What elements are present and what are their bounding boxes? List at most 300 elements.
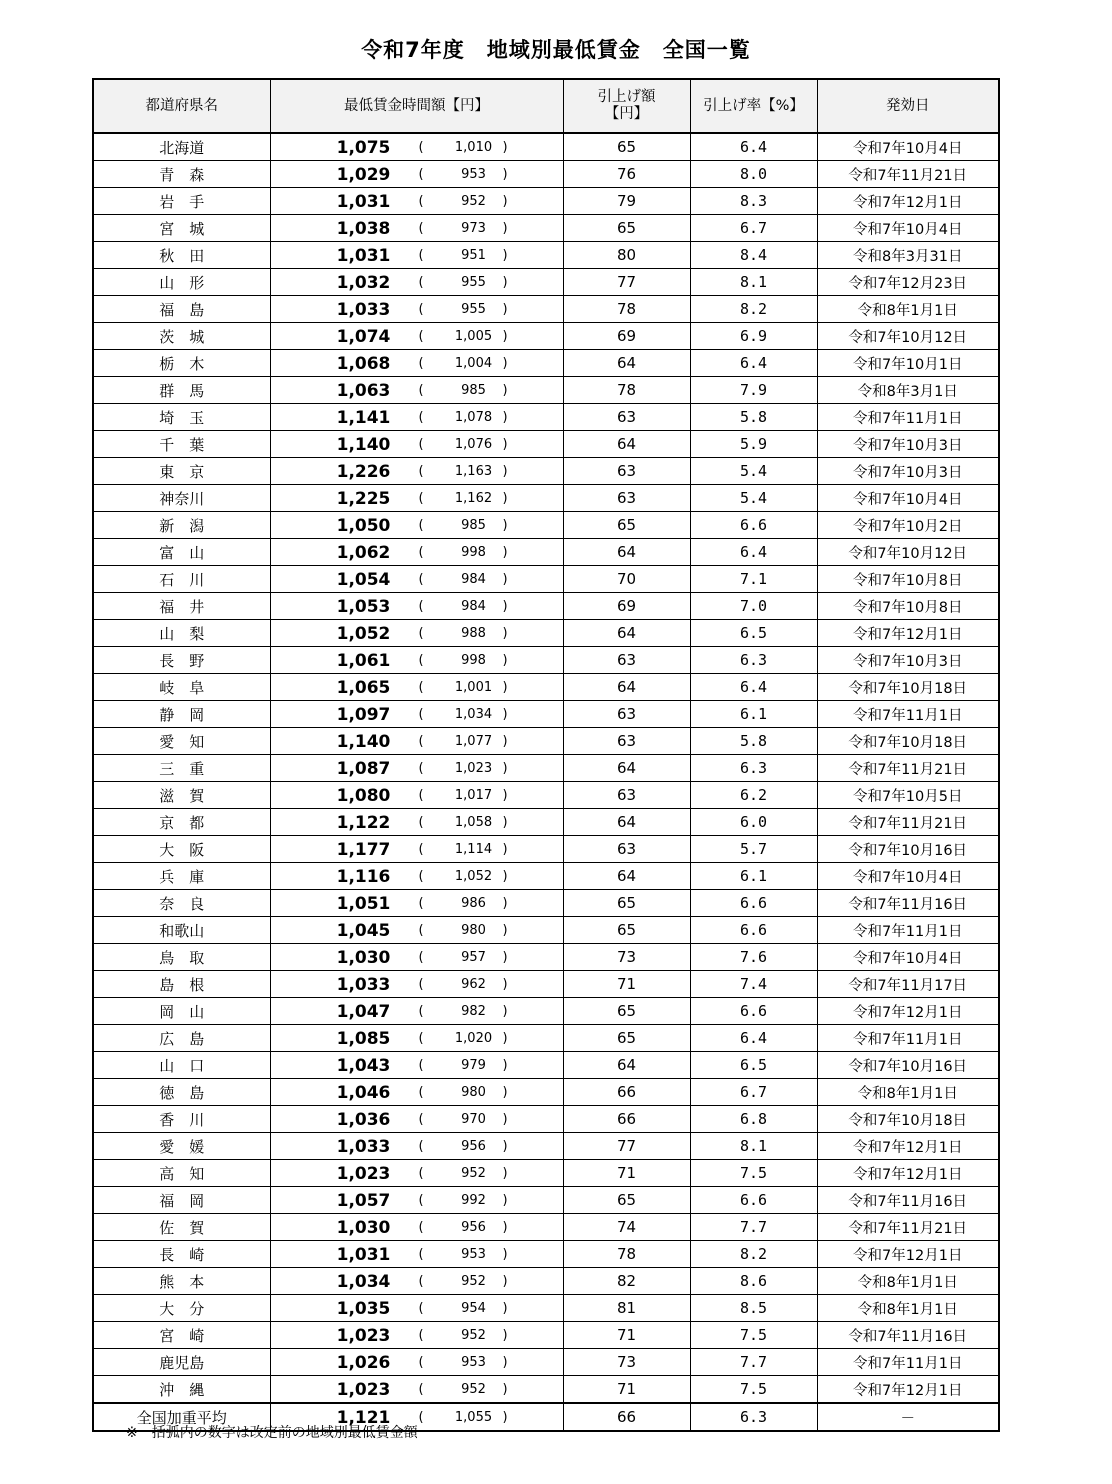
cell-effective-date: 令和8年1月1日 [817, 1268, 999, 1295]
cell-effective-date: 令和7年11月21日 [817, 755, 999, 782]
cell-wage [270, 674, 563, 701]
cell-increase-rate: 5.9 [690, 431, 817, 458]
paren-close: ) [502, 356, 508, 371]
cell-wage [270, 1295, 563, 1322]
previous-wage: 988 [461, 626, 486, 641]
table-row [93, 1214, 999, 1241]
cell-prefecture: 岡 山 [93, 998, 270, 1025]
cell-prefecture: 山 梨 [93, 620, 270, 647]
table-row [93, 917, 999, 944]
cell-increase-rate: 7.9 [690, 377, 817, 404]
previous-wage: 984 [461, 572, 486, 587]
paren-open: ( [418, 464, 424, 479]
current-wage: 1,046 [336, 1083, 391, 1103]
table-row [93, 1025, 999, 1052]
current-wage: 1,052 [336, 624, 391, 644]
current-wage: 1,140 [336, 435, 391, 455]
cell-wage [270, 728, 563, 755]
cell-prefecture: 長 野 [93, 647, 270, 674]
paren-close: ) [502, 977, 508, 992]
paren-open: ( [418, 896, 424, 911]
previous-wage: 980 [461, 923, 486, 938]
cell-wage [270, 566, 563, 593]
cell-wage [270, 512, 563, 539]
cell-prefecture: 三 重 [93, 755, 270, 782]
table-row [93, 944, 999, 971]
table-row [93, 1349, 999, 1376]
cell-increase-rate: 8.5 [690, 1295, 817, 1322]
previous-wage: 1,162 [454, 491, 493, 506]
current-wage: 1,036 [336, 1110, 391, 1130]
paren-close: ) [502, 788, 508, 803]
cell-effective-date: 令和7年10月4日 [817, 944, 999, 971]
cell-increase-rate: 7.1 [690, 566, 817, 593]
current-wage: 1,034 [336, 1272, 391, 1292]
previous-wage: 953 [461, 1247, 486, 1262]
cell-wage [270, 458, 563, 485]
current-wage: 1,032 [336, 273, 391, 293]
current-wage: 1,047 [336, 1002, 391, 1022]
table-row [93, 431, 999, 458]
cell-increase-rate: 8.3 [690, 188, 817, 215]
table-row [93, 215, 999, 242]
current-wage: 1,097 [336, 705, 391, 725]
cell-increase-amount: 81 [563, 1295, 690, 1322]
cell-increase-rate: 5.8 [690, 404, 817, 431]
cell-increase-rate: 5.4 [690, 485, 817, 512]
paren-open: ( [418, 329, 424, 344]
cell-increase-amount: 63 [563, 647, 690, 674]
cell-increase-amount: 64 [563, 863, 690, 890]
cell-prefecture: 愛 知 [93, 728, 270, 755]
paren-close: ) [502, 761, 508, 776]
previous-wage: 998 [461, 545, 486, 560]
current-wage: 1,038 [336, 219, 391, 239]
cell-prefecture: 広 島 [93, 1025, 270, 1052]
cell-prefecture: 島 根 [93, 971, 270, 998]
previous-wage: 955 [461, 302, 486, 317]
previous-wage: 973 [461, 221, 486, 236]
cell-wage [270, 782, 563, 809]
current-wage: 1,062 [336, 543, 391, 563]
table-row [93, 836, 999, 863]
cell-wage [270, 1322, 563, 1349]
cell-prefecture: 福 井 [93, 593, 270, 620]
cell-increase-rate: 6.6 [690, 1187, 817, 1214]
cell-increase-amount: 79 [563, 188, 690, 215]
cell-wage [270, 1214, 563, 1241]
previous-wage: 952 [461, 194, 486, 209]
paren-open: ( [418, 599, 424, 614]
current-wage: 1,141 [336, 408, 391, 428]
paren-close: ) [502, 437, 508, 452]
paren-close: ) [502, 167, 508, 182]
previous-wage: 1,020 [454, 1031, 493, 1046]
previous-wage: 1,005 [454, 329, 493, 344]
current-wage: 1,031 [336, 192, 391, 212]
current-wage: 1,033 [336, 300, 391, 320]
current-wage: 1,050 [336, 516, 391, 536]
paren-close: ) [502, 1355, 508, 1370]
paren-close: ) [502, 140, 508, 155]
cell-effective-date: 令和8年1月1日 [817, 1295, 999, 1322]
cell-prefecture: 佐 賀 [93, 1214, 270, 1241]
cell-increase-amount: 63 [563, 701, 690, 728]
cell-increase-amount: 74 [563, 1214, 690, 1241]
table-row [93, 323, 999, 350]
paren-close: ) [502, 707, 508, 722]
current-wage: 1,140 [336, 732, 391, 752]
cell-prefecture: 茨 城 [93, 323, 270, 350]
previous-wage: 1,058 [454, 815, 493, 830]
cell-increase-amount: 63 [563, 458, 690, 485]
header-prefecture: 都道府県名 [93, 79, 270, 133]
cell-increase-amount: 70 [563, 566, 690, 593]
paren-open: ( [418, 1220, 424, 1235]
paren-open: ( [418, 275, 424, 290]
paren-close: ) [502, 572, 508, 587]
cell-effective-date: 令和7年10月16日 [817, 1052, 999, 1079]
previous-wage: 952 [461, 1274, 486, 1289]
cell-wage [270, 701, 563, 728]
cell-prefecture: 長 崎 [93, 1241, 270, 1268]
paren-close: ) [502, 1031, 508, 1046]
table-row [93, 161, 999, 188]
cell-increase-rate: 8.0 [690, 161, 817, 188]
paren-close: ) [502, 275, 508, 290]
paren-open: ( [418, 410, 424, 425]
cell-increase-rate: 8.6 [690, 1268, 817, 1295]
paren-open: ( [418, 1355, 424, 1370]
cell-prefecture: 富 山 [93, 539, 270, 566]
cell-increase-amount: 69 [563, 593, 690, 620]
cell-increase-rate: 5.8 [690, 728, 817, 755]
footnote: ※ 括弧内の数字は改定前の地域別最低賃金額 [126, 1425, 418, 1441]
cell-wage [270, 593, 563, 620]
cell-wage [270, 755, 563, 782]
cell-increase-rate: 6.5 [690, 1052, 817, 1079]
cell-increase-amount: 63 [563, 836, 690, 863]
current-wage: 1,030 [336, 948, 391, 968]
cell-increase-rate: 6.6 [690, 917, 817, 944]
cell-effective-date: 令和7年12月1日 [817, 1241, 999, 1268]
table-row [93, 1079, 999, 1106]
paren-close: ) [502, 464, 508, 479]
cell-increase-rate: 7.7 [690, 1214, 817, 1241]
cell-prefecture: 神奈川 [93, 485, 270, 512]
table-row [93, 269, 999, 296]
cell-increase-rate: 6.4 [690, 350, 817, 377]
current-wage: 1,054 [336, 570, 391, 590]
paren-close: ) [502, 842, 508, 857]
paren-open: ( [418, 680, 424, 695]
cell-prefecture: 山 形 [93, 269, 270, 296]
paren-close: ) [502, 626, 508, 641]
table-row [93, 728, 999, 755]
paren-close: ) [502, 1301, 508, 1316]
paren-open: ( [418, 221, 424, 236]
cell-wage [270, 269, 563, 296]
cell-increase-amount: 64 [563, 674, 690, 701]
previous-wage: 1,114 [454, 842, 493, 857]
previous-wage: 1,001 [454, 680, 493, 695]
paren-open: ( [418, 491, 424, 506]
page-title: 令和7年度 地域別最低賃金 全国一覧 [361, 38, 751, 62]
cell-wage [270, 404, 563, 431]
paren-open: ( [418, 1085, 424, 1100]
current-wage: 1,030 [336, 1218, 391, 1238]
cell-wage [270, 133, 563, 161]
current-wage: 1,087 [336, 759, 391, 779]
paren-close: ) [502, 1410, 508, 1425]
cell-prefecture: 徳 島 [93, 1079, 270, 1106]
cell-increase-rate: 6.4 [690, 674, 817, 701]
previous-wage: 984 [461, 599, 486, 614]
cell-effective-date: 令和7年10月5日 [817, 782, 999, 809]
table-row [93, 1241, 999, 1268]
cell-effective-date: 令和7年11月21日 [817, 1214, 999, 1241]
previous-wage: 980 [461, 1085, 486, 1100]
cell-effective-date: 令和7年11月16日 [817, 1187, 999, 1214]
paren-open: ( [418, 653, 424, 668]
cell-increase-amount: 65 [563, 1187, 690, 1214]
table-row [93, 890, 999, 917]
table-row [93, 1295, 999, 1322]
previous-wage: 1,004 [454, 356, 493, 371]
header-effective-date: 発効日 [817, 79, 999, 133]
cell-increase-rate: 6.6 [690, 512, 817, 539]
cell-effective-date: 令和7年10月3日 [817, 458, 999, 485]
previous-wage: 985 [461, 383, 486, 398]
cell-wage [270, 1241, 563, 1268]
previous-wage: 952 [461, 1328, 486, 1343]
current-wage: 1,023 [336, 1380, 391, 1400]
previous-wage: 970 [461, 1112, 486, 1127]
cell-increase-rate: 6.6 [690, 998, 817, 1025]
cell-wage [270, 1268, 563, 1295]
table-row [93, 188, 999, 215]
cell-increase-amount: 78 [563, 1241, 690, 1268]
cell-increase-amount: 82 [563, 1268, 690, 1295]
table-row [93, 755, 999, 782]
paren-close: ) [502, 815, 508, 830]
cell-increase-rate: 6.1 [690, 863, 817, 890]
cell-increase-amount: 76 [563, 161, 690, 188]
table-row [93, 674, 999, 701]
cell-increase-amount: 65 [563, 890, 690, 917]
cell-wage [270, 350, 563, 377]
cell-increase-rate: 8.1 [690, 1133, 817, 1160]
paren-open: ( [418, 572, 424, 587]
current-wage: 1,226 [336, 462, 391, 482]
cell-wage [270, 215, 563, 242]
paren-close: ) [502, 1220, 508, 1235]
cell-wage [270, 944, 563, 971]
cell-increase-rate: 7.4 [690, 971, 817, 998]
paren-open: ( [418, 815, 424, 830]
cell-effective-date: 令和7年11月17日 [817, 971, 999, 998]
cell-increase-amount: 71 [563, 1376, 690, 1404]
cell-prefecture: 鹿児島 [93, 1349, 270, 1376]
previous-wage: 956 [461, 1220, 486, 1235]
cell-wage [270, 890, 563, 917]
paren-open: ( [418, 1139, 424, 1154]
previous-wage: 954 [461, 1301, 486, 1316]
paren-close: ) [502, 1112, 508, 1127]
cell-effective-date: 令和7年10月8日 [817, 593, 999, 620]
current-wage: 1,116 [336, 867, 391, 887]
cell-effective-date: 令和7年10月2日 [817, 512, 999, 539]
cell-increase-rate: 7.0 [690, 593, 817, 620]
header-wage: 最低賃金時間額【円】 [270, 79, 563, 133]
table-row [93, 863, 999, 890]
cell-increase-amount: 65 [563, 215, 690, 242]
paren-close: ) [502, 329, 508, 344]
current-wage: 1,122 [336, 813, 391, 833]
current-wage: 1,026 [336, 1353, 391, 1373]
cell-effective-date: 令和7年11月1日 [817, 917, 999, 944]
current-wage: 1,225 [336, 489, 391, 509]
paren-close: ) [502, 1166, 508, 1181]
paren-open: ( [418, 1193, 424, 1208]
cell-increase-amount: 78 [563, 296, 690, 323]
previous-wage: 985 [461, 518, 486, 533]
table-row [93, 1106, 999, 1133]
cell-increase-rate: 6.7 [690, 1079, 817, 1106]
previous-wage: 962 [461, 977, 486, 992]
table-row [93, 133, 999, 161]
cell-increase-rate: 8.2 [690, 296, 817, 323]
cell-effective-date: 令和8年3月31日 [817, 242, 999, 269]
minimum-wage-table [92, 78, 1000, 1432]
paren-open: ( [418, 734, 424, 749]
paren-open: ( [418, 140, 424, 155]
cell-effective-date: 令和7年11月1日 [817, 1025, 999, 1052]
paren-close: ) [502, 221, 508, 236]
cell-prefecture: 群 馬 [93, 377, 270, 404]
cell-effective-date: 令和8年1月1日 [817, 296, 999, 323]
cell-prefecture: 香 川 [93, 1106, 270, 1133]
cell-increase-amount: 71 [563, 971, 690, 998]
paren-open: ( [418, 923, 424, 938]
paren-close: ) [502, 1328, 508, 1343]
current-wage: 1,045 [336, 921, 391, 941]
current-wage: 1,061 [336, 651, 391, 671]
cell-prefecture: 岐 阜 [93, 674, 270, 701]
paren-open: ( [418, 437, 424, 452]
paren-open: ( [418, 194, 424, 209]
paren-open: ( [418, 626, 424, 641]
current-wage: 1,029 [336, 165, 391, 185]
paren-close: ) [502, 599, 508, 614]
cell-effective-date: 令和7年12月1日 [817, 188, 999, 215]
table-row [93, 377, 999, 404]
table-row [93, 512, 999, 539]
cell-increase-amount: 73 [563, 1349, 690, 1376]
cell-effective-date: 令和7年10月12日 [817, 323, 999, 350]
cell-wage [270, 917, 563, 944]
previous-wage: 951 [461, 248, 486, 263]
table-row [93, 809, 999, 836]
current-wage: 1,051 [336, 894, 391, 914]
cell-effective-date: 令和7年10月1日 [817, 350, 999, 377]
cell-increase-rate: 6.9 [690, 323, 817, 350]
paren-open: ( [418, 869, 424, 884]
paren-open: ( [418, 1004, 424, 1019]
table-body [93, 133, 999, 1431]
table-row [93, 1052, 999, 1079]
cell-increase-amount: 64 [563, 809, 690, 836]
cell-effective-date: 令和7年11月16日 [817, 1322, 999, 1349]
cell-effective-date: 令和7年10月12日 [817, 539, 999, 566]
cell-effective-date: 令和7年12月1日 [817, 1160, 999, 1187]
cell-wage [270, 161, 563, 188]
cell-effective-date: 令和7年10月8日 [817, 566, 999, 593]
previous-wage: 1,076 [454, 437, 493, 452]
cell-effective-date: 令和7年10月18日 [817, 1106, 999, 1133]
cell-wage [270, 1187, 563, 1214]
paren-close: ) [502, 680, 508, 695]
paren-open: ( [418, 1247, 424, 1262]
previous-wage: 1,055 [454, 1410, 493, 1425]
previous-wage: 952 [461, 1382, 486, 1397]
cell-increase-rate: 6.4 [690, 1025, 817, 1052]
cell-prefecture: 青 森 [93, 161, 270, 188]
cell-wage [270, 1160, 563, 1187]
cell-prefecture: 大 分 [93, 1295, 270, 1322]
cell-increase-rate: 6.3 [690, 647, 817, 674]
table-row [93, 539, 999, 566]
cell-effective-date: 令和7年10月4日 [817, 863, 999, 890]
cell-increase-amount: 64 [563, 539, 690, 566]
cell-increase-rate: 5.7 [690, 836, 817, 863]
cell-effective-date: 令和7年12月1日 [817, 620, 999, 647]
cell-increase-rate: 6.3 [690, 1403, 817, 1431]
cell-prefecture: 熊 本 [93, 1268, 270, 1295]
paren-close: ) [502, 1085, 508, 1100]
cell-increase-amount: 77 [563, 269, 690, 296]
paren-open: ( [418, 1166, 424, 1181]
paren-close: ) [502, 1247, 508, 1262]
cell-wage [270, 1052, 563, 1079]
current-wage: 1,065 [336, 678, 391, 698]
cell-increase-rate: 7.7 [690, 1349, 817, 1376]
cell-prefecture: 高 知 [93, 1160, 270, 1187]
paren-close: ) [502, 248, 508, 263]
cell-increase-rate: 6.1 [690, 701, 817, 728]
table-row [93, 485, 999, 512]
cell-effective-date: 令和7年11月21日 [817, 161, 999, 188]
paren-close: ) [502, 1004, 508, 1019]
table-row [93, 458, 999, 485]
cell-prefecture: 大 阪 [93, 836, 270, 863]
cell-increase-amount: 64 [563, 755, 690, 782]
cell-prefecture: 埼 玉 [93, 404, 270, 431]
cell-increase-rate: 6.3 [690, 755, 817, 782]
previous-wage: 979 [461, 1058, 486, 1073]
paren-open: ( [418, 788, 424, 803]
paren-close: ) [502, 1193, 508, 1208]
header-increase-rate: 引上げ率【%】 [690, 79, 817, 133]
paren-open: ( [418, 545, 424, 560]
paren-close: ) [502, 950, 508, 965]
cell-effective-date: 令和7年10月4日 [817, 133, 999, 161]
cell-increase-amount: 65 [563, 133, 690, 161]
cell-effective-date: 令和7年12月1日 [817, 998, 999, 1025]
cell-wage [270, 539, 563, 566]
paren-open: ( [418, 1328, 424, 1343]
cell-prefecture: 京 都 [93, 809, 270, 836]
